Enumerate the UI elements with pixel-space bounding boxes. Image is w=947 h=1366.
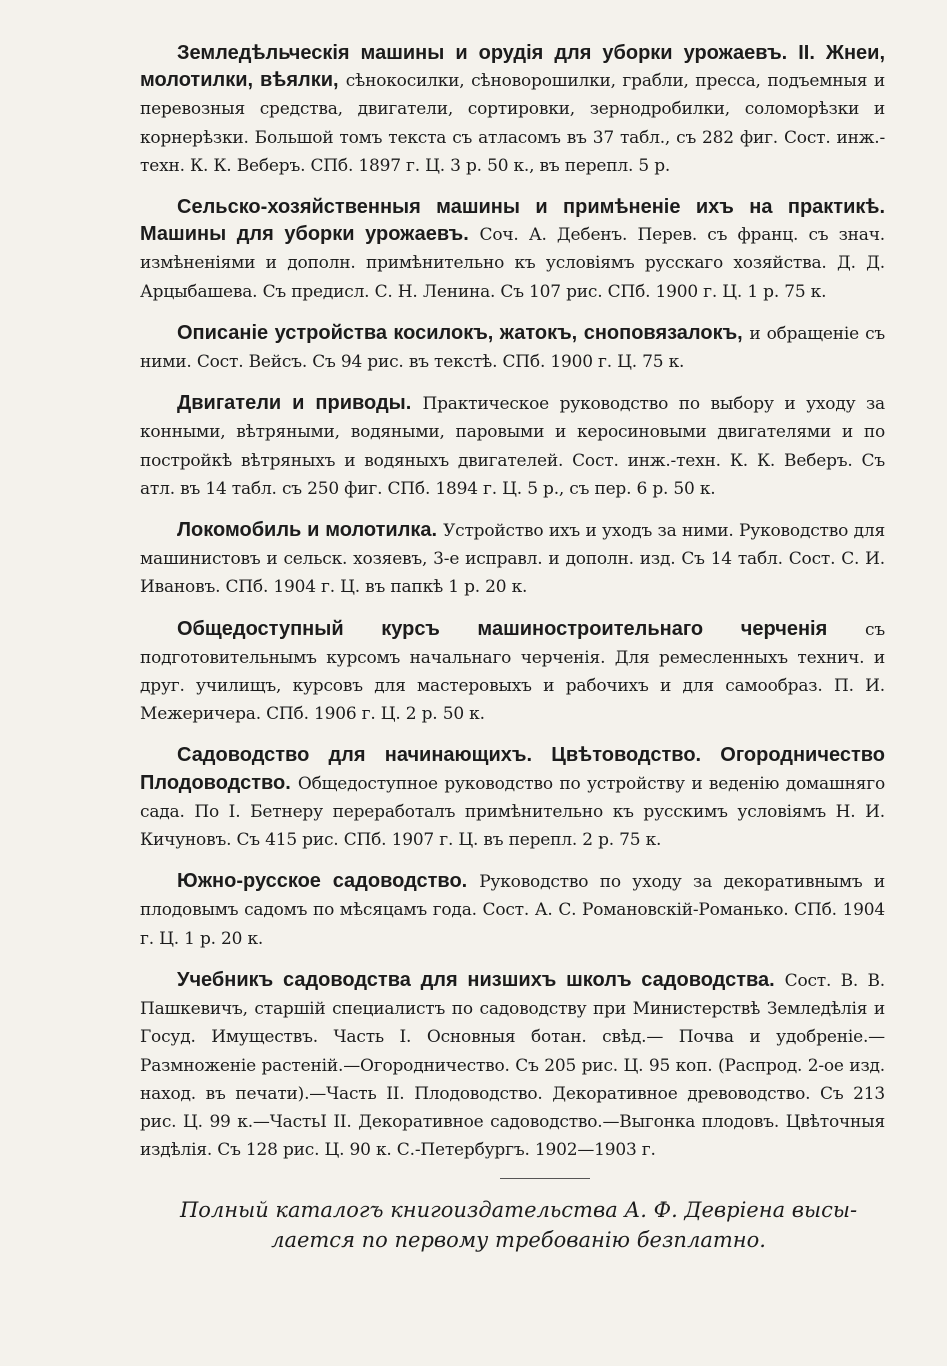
entry-title: Локомобиль и молотилка. bbox=[177, 519, 438, 542]
catalog-footer-note bbox=[140, 1195, 897, 1255]
catalog-entry-7 bbox=[140, 742, 885, 854]
entry-title: Учебникъ садоводства для низшихъ школъ садоводства. bbox=[177, 968, 775, 991]
footer-line: Полный каталогъ книгоиздательства А. Ф. Девріена высы- bbox=[179, 1198, 858, 1223]
entry-title: Описаніе устройства косилокъ, жатокъ, сноповязалокъ, bbox=[177, 321, 743, 344]
entry-title: Двигатели и приводы. bbox=[177, 392, 412, 415]
entry-title: Общедоступный курсъ машиностроительнаго черченія bbox=[177, 617, 828, 640]
divider-rule bbox=[500, 1178, 590, 1179]
entry-description: Устройство ихъ и уходъ за ними. Руководство для машинистовъ и сельск. хозяевъ, 3-е исправл. и дополн. изд. Съ 14 табл. Сост. С. И. Ивановъ. СПб. 1904 г. Ц. въ папкѣ 1 р. 20 к. bbox=[140, 521, 885, 598]
catalog-entry-5 bbox=[140, 517, 885, 602]
catalog-entry-8 bbox=[140, 868, 885, 953]
entry-title: Сельско-хозяйственныя машины и примѣненіе ихъ на практикѣ. Машины для уборки урожаевъ. bbox=[140, 196, 885, 246]
entry-description: сѣнокосилки, сѣноворошилки, грабли, пресса, подъемныя и перевозныя средства, двигатели, сортировки, зернодробилки, соломорѣзки и корнерѣзки. Большой томъ текста съ атласомъ въ 37 табл., съ 282 фиг. Сост. инж.-техн. К. К. Веберъ. СПб. 1897 г. Ц. 3 р. 50 к., въ перепл. 5 р. bbox=[140, 71, 885, 176]
entry-title: Садоводство для начинающихъ. Цвѣтоводство. Огородничество Плодоводство. bbox=[140, 744, 885, 794]
catalog-entry-2 bbox=[140, 194, 885, 306]
entry-description: Практическое руководство по выбору и уходу за конными, вѣтряными, водяными, паровыми и керосиновыми двигателями и по постройкѣ вѣтряныхъ и водяныхъ двигателей. Сост. инж.-техн. К. К. Веберъ. Съ атл. въ 14 табл. съ 250 фиг. СПб. 1894 г. Ц. 5 р., съ пер. 6 р. 50 к. bbox=[140, 394, 885, 499]
entry-description: Сост. В. В. Пашкевичъ, старшій специалистъ по садоводству при Министерствѣ Земледѣлія и Госуд. Имуществъ. Часть I. Основныя ботан. свѣд.— Почва и удобреніе.—Размноженіе растеній.—Огородничество. Съ 205 рис. Ц. 95 коп. (Распрод. 2-ое изд. наход. въ печати).—Часть II. Плодоводство. Декоративное древоводство. Съ 213 рис. Ц. 99 к.—ЧастьI II. Декоративное садоводство.—Выгонка плодовъ. Цвѣточныя издѣлія. Съ 128 рис. Ц. 90 к. С.-Петербургъ. 1902—1903 г. bbox=[140, 970, 885, 1161]
catalog-entry-9 bbox=[140, 967, 885, 1164]
entry-description: съ подготовительнымъ курсомъ начальнаго черченія. Для ремесленныхъ технич. и друг. училищъ, курсовъ для мастеровыхъ и рабочихъ и для самообраз. П. И. Межеричера. СПб. 1906 г. Ц. 2 р. 50 к. bbox=[140, 619, 885, 725]
entry-description: Руководство по уходу за декоративнымъ и плодовымъ садомъ по мѣсяцамъ года. Сост. А. С. Романовскій-Романько. СПб. 1904 г. Ц. 1 р. 20 к. bbox=[140, 872, 886, 949]
entry-title: Земледѣльческія машины и орудія для уборки урожаевъ. II. Жнеи, молотилки, вѣялки, bbox=[140, 42, 885, 92]
entry-description: Общедоступное руководство по устройству и веденію домашняго сада. По І. Бетнеру переработалъ примѣнительно къ русскимъ условіямъ Н. И. Кичуновъ. Съ 415 рис. СПб. 1907 г. Ц. въ перепл. 2 р. 75 к. bbox=[140, 773, 885, 851]
footer-line: лается по первому требованію безплатно. bbox=[271, 1228, 766, 1253]
entry-title: Южно-русское садоводство. bbox=[177, 870, 468, 893]
catalog-entry-4 bbox=[140, 390, 885, 503]
entry-description: и обращеніе съ ними. Сост. Вейсъ. Съ 94 рис. въ текстѣ. СПб. 1900 г. Ц. 75 к. bbox=[140, 323, 886, 373]
catalog-entry-6 bbox=[140, 616, 885, 729]
catalog-entry-1 bbox=[140, 40, 885, 180]
catalog-entry-3 bbox=[140, 320, 885, 376]
entry-description: Соч. А. Дебенъ. Перев. съ франц. съ знач. измѣненіями и дополн. примѣнительно къ условіямъ русскаго хозяйства. Д. Д. Арцыбашева. Съ предисл. С. Н. Ленина. Съ 107 рис. СПб. 1900 г. Ц. 1 р. 75 к. bbox=[140, 225, 885, 302]
